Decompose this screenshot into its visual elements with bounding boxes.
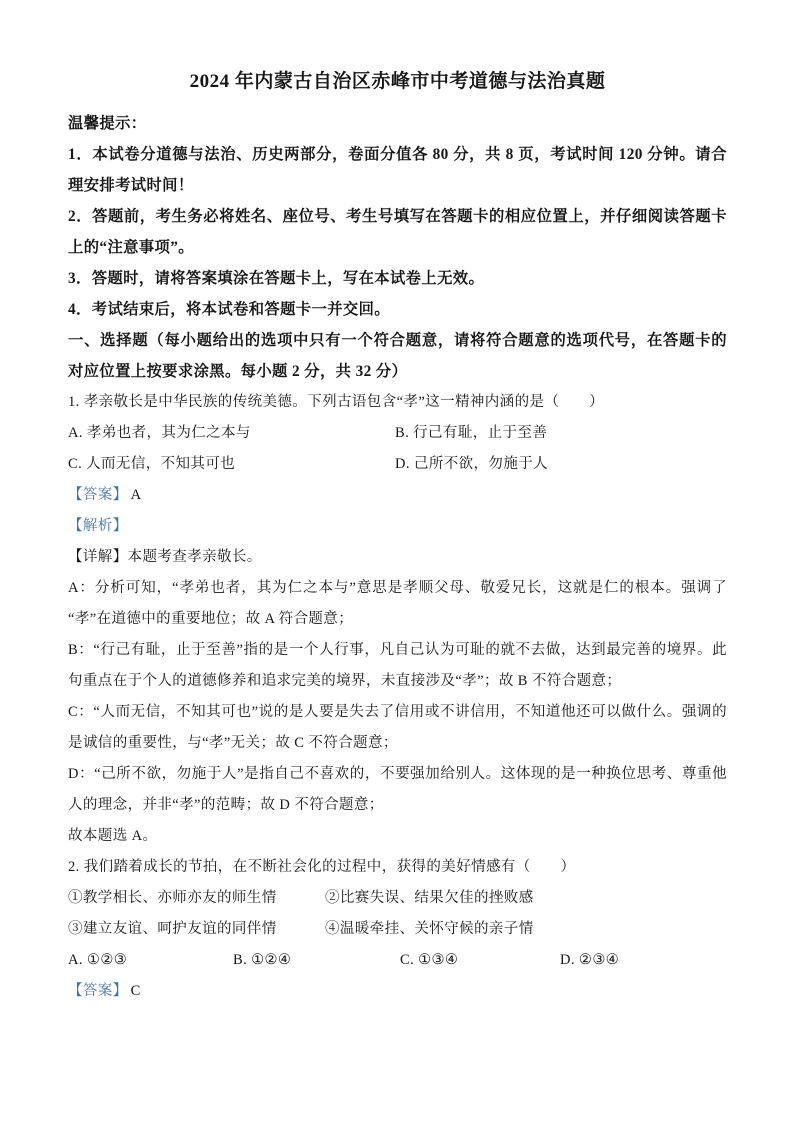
question-2-choices-row xyxy=(68,945,727,976)
answer-label: 【答案】 xyxy=(68,983,128,999)
question-1-option-b: B. 行己有耻，止于至善 xyxy=(395,425,548,441)
question-2-numbered-row-2 xyxy=(68,914,727,945)
question-1-detail: 【详解】本题考查孝亲敬长。 xyxy=(68,549,262,565)
question-1-options-row-1 xyxy=(68,418,727,449)
question-1-option-d: D. 己所不欲，勿施于人 xyxy=(395,456,549,472)
question-1-answer-line xyxy=(68,480,727,511)
question-1-options-row-2 xyxy=(68,449,727,480)
question-2-numbered-option-3: ③建立友谊、呵护友谊的同伴情 xyxy=(68,921,277,937)
question-1-analysis-line xyxy=(68,511,727,542)
tip-item-3: 3．答题时，请将答案填涂在答题卡上，写在本试卷上无效。 xyxy=(68,270,485,287)
tip-item-2: 2．答题前，考生务必将姓名、座位号、考生号填写在答题卡的相应位置上，并仔细阅读答题卡上的“注意事项”。 xyxy=(68,208,727,256)
question-2-answer-value: C xyxy=(130,983,141,999)
question-1-explanation-b: B：“行己有耻，止于至善”指的是一个人行事，凡自己认为可耻的就不去做，达到最完善的境界。此句重点在于个人的道德修养和追求完美的境界，未直接涉及“孝”；故 B 不符合题意； xyxy=(68,642,727,689)
tip-item-4: 4．考试结束后，将本试卷和答题卡一并交回。 xyxy=(68,301,390,318)
question-1-explanation-c: C：“人而无信，不知其可也”说的是人要是失去了信用或不讲信用，不知道他还可以做什么。强调的是诚信的重要性，与“孝”无关；故 C 不符合题意； xyxy=(68,704,727,751)
question-2-numbered-row-1 xyxy=(68,883,727,914)
tips-heading: 温馨提示： xyxy=(68,115,147,132)
question-2-choice-a: A. ①②③ xyxy=(68,952,128,968)
question-1-conclusion: 故本题选 A。 xyxy=(68,828,158,844)
question-2-choice-d: D. ②③④ xyxy=(560,952,620,968)
question-1-option-c: C. 人而无信，不知其可也 xyxy=(68,456,236,472)
question-1-explanation-d: D：“己所不欲，勿施于人”是指自己不喜欢的，不要强加给别人。这体现的是一种换位思考、尊重他人的理念，并非“孝”的范畴；故 D 不符合题意； xyxy=(68,766,727,813)
question-2-numbered-option-4: ④温暖牵挂、关怀守候的亲子情 xyxy=(325,921,534,937)
question-1-explanation-a: A：分析可知，“孝弟也者，其为仁之本与”意思是孝顺父母、敬爱兄长，这就是仁的根本。强调了“孝”在道德中的重要地位；故 A 符合题意； xyxy=(68,580,727,627)
question-2-answer-line xyxy=(68,976,727,1007)
question-1-option-a: A. 孝弟也者，其为仁之本与 xyxy=(68,425,251,441)
analysis-label: 【解析】 xyxy=(68,518,128,534)
tip-item-1: 1．本试卷分道德与法治、历史两部分，卷面分值各 80 分，共 8 页，考试时间 120 分钟。请合理安排考试时间！ xyxy=(68,146,727,194)
question-2-numbered-option-2: ②比赛失误、结果欠佳的挫败感 xyxy=(325,890,534,906)
question-2-stem: 2. 我们踏着成长的节拍，在不断社会化的过程中，获得的美好情感有（ ） xyxy=(68,859,576,875)
section-heading: 一、选择题（每小题给出的选项中只有一个符合题意，请将符合题意的选项代号，在答题卡的对应位置上按要求涂黑。每小题 2 分，共 32 分） xyxy=(68,332,727,380)
answer-label: 【答案】 xyxy=(68,487,128,503)
question-1-stem: 1. 孝亲敬长是中华民族的传统美德。下列古语包含“孝”这一精神内涵的是（ ） xyxy=(68,394,604,410)
page-title: 2024 年内蒙古自治区赤峰市中考道德与法治真题 xyxy=(189,71,606,92)
question-2-choice-c: C. ①③④ xyxy=(400,952,459,968)
question-2-choice-b: B. ①②④ xyxy=(233,952,292,968)
question-2-numbered-option-1: ①教学相长、亦师亦友的师生情 xyxy=(68,890,277,906)
question-1-answer-value: A xyxy=(130,487,142,503)
